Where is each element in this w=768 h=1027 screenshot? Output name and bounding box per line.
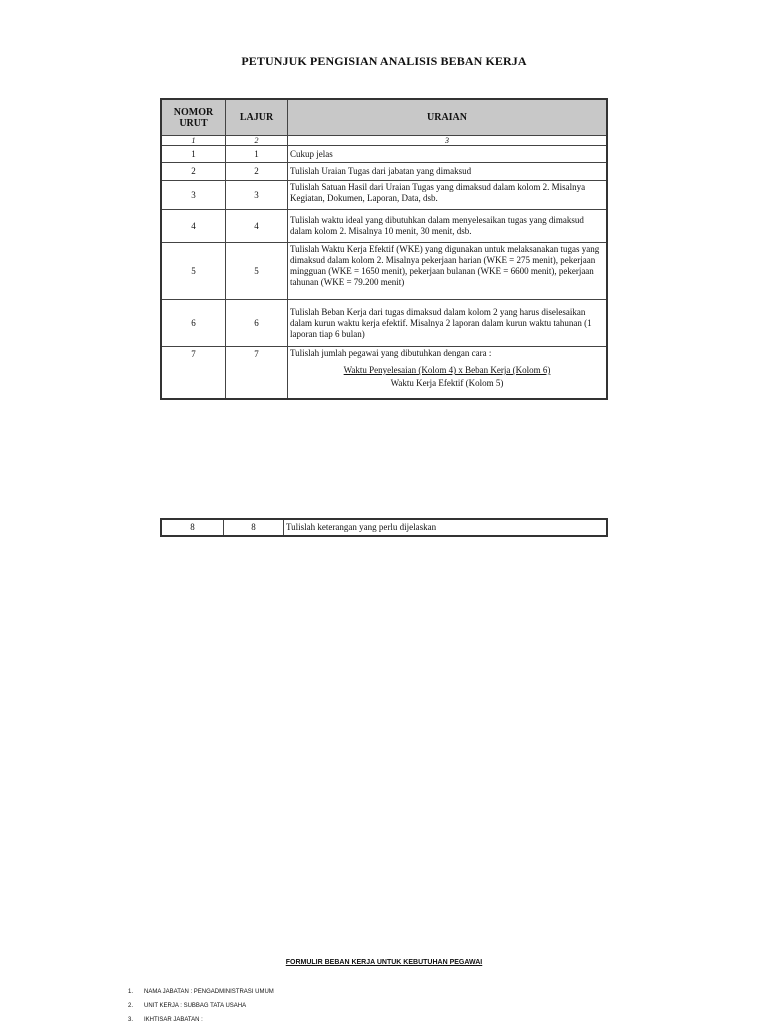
row-number: 6 <box>161 300 226 347</box>
table-row <box>161 347 607 400</box>
table-row <box>161 163 607 181</box>
list-item-text: IKHTISAR JABATAN : <box>144 1017 203 1023</box>
header-lajur: LAJUR <box>226 99 288 136</box>
list-item <box>128 985 274 999</box>
row-number: 7 <box>161 347 226 400</box>
column-index: 1 <box>161 136 226 146</box>
row-lajur: 4 <box>226 210 288 243</box>
formula-numerator: Waktu Penyelesaian (Kolom 4) x Beban Kerja (Kolom 6) <box>343 365 551 375</box>
row-uraian: Tulislah Waktu Kerja Efektif (WKE) yang digunakan untuk melaksanakan tugas yang dimaksud dalam kolom 2. Misalnya pekerjaan harian (WKE = 275 menit), pekerjaan mingguan (WKE = 1650 menit), pekerjaan bulanan (WKE = 6600 menit), pekerjaan tahunan (WKE = 79.200 menit) <box>288 243 608 300</box>
row-uraian: Tulislah Beban Kerja dari tugas dimaksud dalam kolom 2 yang harus diselesaikan dalam kurun waktu kerja efektif. Misalnya 2 laporan dalam kurun waktu tahunan (1 laporan tiap 6 bulan) <box>288 300 608 347</box>
row-lajur: 8 <box>224 519 284 536</box>
list-item-text: UNIT KERJA : SUBBAG TATA USAHA <box>144 1003 247 1009</box>
list-item-number: 2. <box>128 1003 134 1009</box>
table-row <box>161 210 607 243</box>
column-index: 2 <box>226 136 288 146</box>
column-index-row <box>161 136 607 146</box>
row-lajur: 5 <box>226 243 288 300</box>
column-index: 3 <box>288 136 608 146</box>
list-item <box>128 1013 274 1027</box>
table-row <box>161 300 607 347</box>
list-item-number: 3. <box>128 1017 134 1023</box>
table-header-row <box>161 99 607 136</box>
form-info-list <box>128 985 274 1027</box>
row-number: 1 <box>161 146 226 163</box>
list-item <box>128 999 274 1013</box>
row-uraian: Tulislah Uraian Tugas dari jabatan yang dimaksud <box>288 163 608 181</box>
table-row <box>161 146 607 163</box>
row-number: 5 <box>161 243 226 300</box>
row-number: 4 <box>161 210 226 243</box>
staffing-formula <box>290 365 604 389</box>
header-nomor-urut: NOMOR URUT <box>161 99 226 136</box>
table-row <box>161 181 607 210</box>
row-lajur: 7 <box>226 347 288 400</box>
list-item-number: 1. <box>128 989 134 995</box>
row-uraian: Tulislah waktu ideal yang dibutuhkan dalam menyelesaikan tugas yang dimaksud dalam kolom 2. Misalnya 10 menit, 30 menit, dsb. <box>288 210 608 243</box>
extra-row-table <box>160 518 608 537</box>
row-lajur: 6 <box>226 300 288 347</box>
list-item-text: NAMA JABATAN : PENGADMINISTRASI UMUM <box>144 989 274 995</box>
page-title: PETUNJUK PENGISIAN ANALISIS BEBAN KERJA <box>241 54 527 68</box>
row-number: 3 <box>161 181 226 210</box>
formula-denominator: Waktu Kerja Efektif (Kolom 5) <box>390 378 504 388</box>
row-uraian: Tulislah jumlah pegawai yang dibutuhkan dengan cara : <box>290 348 492 358</box>
instructions-table <box>160 98 608 400</box>
row-uraian: Cukup jelas <box>288 146 608 163</box>
table-row <box>161 243 607 300</box>
row-uraian-formula-cell <box>288 347 608 400</box>
row-lajur: 1 <box>226 146 288 163</box>
row-uraian: Tulislah keterangan yang perlu dijelaskan <box>284 519 608 536</box>
row-number: 8 <box>161 519 224 536</box>
table-row <box>161 519 607 536</box>
row-lajur: 2 <box>226 163 288 181</box>
header-uraian: URAIAN <box>288 99 608 136</box>
row-lajur: 3 <box>226 181 288 210</box>
row-number: 2 <box>161 163 226 181</box>
row-uraian: Tulislah Satuan Hasil dari Uraian Tugas yang dimaksud dalam kolom 2. Misalnya Kegiatan, Dokumen, Laporan, Data, dsb. <box>288 181 608 210</box>
form-subtitle: FORMULIR BEBAN KERJA UNTUK KEBUTUHAN PEGAWAI <box>285 959 483 966</box>
